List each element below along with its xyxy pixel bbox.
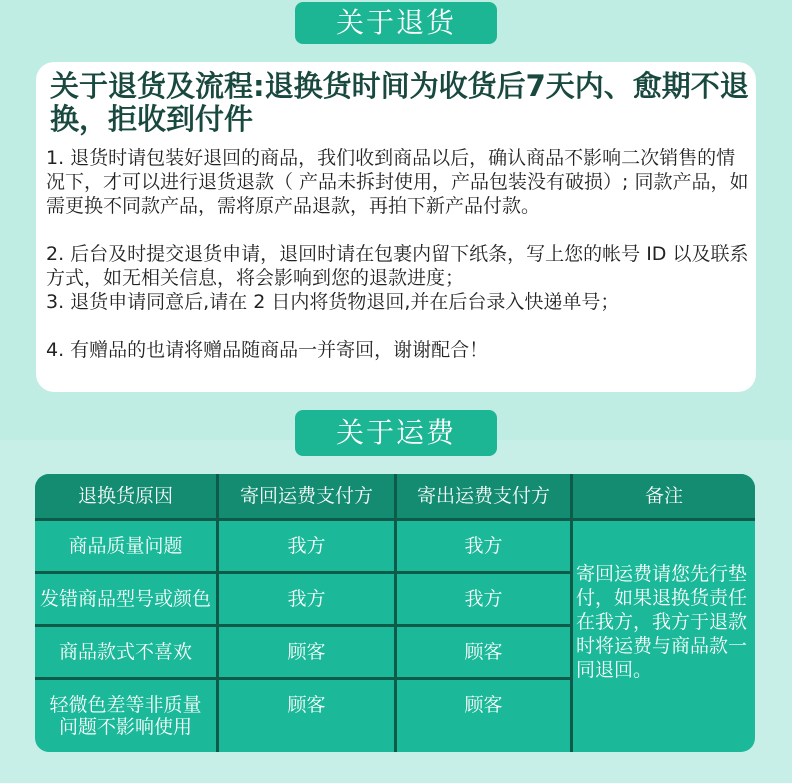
table-header-note: 备注 — [573, 474, 755, 518]
table-row-4-send-fee: 顾客 — [397, 680, 570, 730]
returns-step-3: 3. 退货申请同意后,请在 2 日内将货物退回,并在后台录入快递单号； — [46, 291, 620, 313]
table-row-divider — [35, 677, 570, 680]
shipping-table — [35, 474, 755, 752]
table-header-send-fee: 寄出运费支付方 — [397, 474, 570, 518]
returns-step-4: 4. 有赠品的也请将赠品随商品一并寄回，谢谢配合！ — [46, 339, 489, 361]
returns-card — [36, 62, 756, 392]
table-row-4-return-fee: 顾客 — [219, 680, 394, 730]
shipping-heading: 关于运费 — [295, 410, 497, 456]
table-row-1-reason: 商品质量问题 — [35, 521, 216, 571]
table-row-1-return-fee: 我方 — [219, 521, 394, 571]
returns-step-1: 1. 退货时请包装好退回的商品，我们收到商品以后，确认商品不影响二次销售的情况下，才可以进行退货退款（ 产品未拆封使用，产品包装没有破损）; 同款产品，如需更换不同款产品，需将原产品退款，再拍下新产品付款。 — [46, 147, 749, 217]
table-row-3-return-fee: 顾客 — [219, 627, 394, 677]
table-row-2-send-fee: 我方 — [397, 574, 570, 624]
table-row-2-reason: 发错商品型号或颜色 — [35, 574, 216, 624]
table-row-2-return-fee: 我方 — [219, 574, 394, 624]
table-header-return-fee: 寄回运费支付方 — [219, 474, 394, 518]
table-note: 寄回运费请您先行垫付，如果退换货责任在我方，我方于退款时将运费与商品款一同退回。 — [576, 563, 748, 681]
table-header-reason: 退换货原因 — [35, 474, 216, 518]
table-row-3-reason: 商品款式不喜欢 — [35, 627, 216, 677]
returns-heading: 关于退货 — [295, 2, 497, 44]
returns-card-body — [46, 146, 752, 362]
returns-card-title: 关于退货及流程:退换货时间为收货后7天内、愈期不退换，拒收到付件 — [50, 69, 749, 136]
returns-step-2: 2. 后台及时提交退货申请，退回时请在包裹内留下纸条，写上您的帐号 ID 以及联系方式，如无相关信息，将会影响到您的退款进度； — [46, 243, 749, 289]
table-row-divider — [35, 624, 570, 627]
table-row-4-reason: 轻微色差等非质量问题不影响使用 — [43, 680, 208, 752]
table-column-divider — [394, 474, 397, 752]
table-row-1-send-fee: 我方 — [397, 521, 570, 571]
table-row-divider — [35, 571, 570, 574]
table-row-3-send-fee: 顾客 — [397, 627, 570, 677]
table-column-divider — [570, 474, 573, 752]
table-column-divider — [216, 474, 219, 752]
